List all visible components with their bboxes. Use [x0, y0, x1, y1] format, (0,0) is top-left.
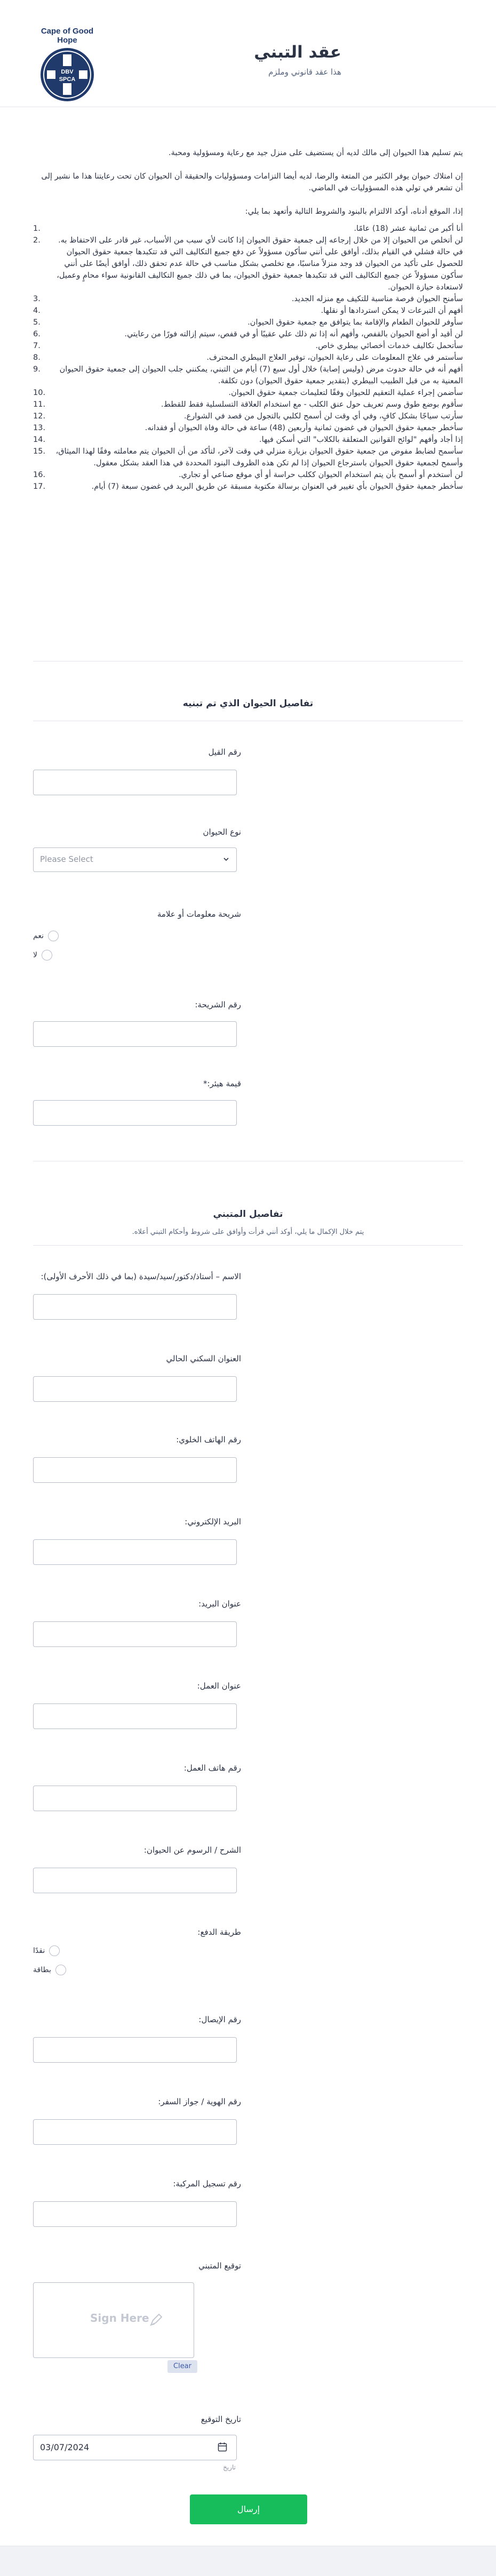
term-item: 5. سأوفر للحيوان الطعام والإقامة بما يتوافق مع جمعية حقوق الحيوان. — [33, 318, 463, 327]
signature-clear-button[interactable]: Clear — [167, 2360, 197, 2373]
payment-method-field — [33, 1927, 241, 1974]
chip-question-label: شريحة معلومات أو علامة — [157, 909, 241, 919]
postal-label: عنوان البريد: — [198, 1599, 241, 1609]
term-item: 4. أفهم أن التبرعات لا يمكن استردادها أو نقلها. — [33, 306, 463, 315]
id-passport-input[interactable] — [33, 2119, 237, 2145]
kennel-number-input[interactable] — [33, 770, 237, 795]
kennel-number-label: رقم القيل — [208, 747, 241, 757]
work-phone-label: رقم هاتف العمل: — [183, 1763, 241, 1773]
term-item: 11. سأقوم بوضع طوق وسم تعريف حول عنق الكلب - مع استخدام العلاقة التسلسلية فقط للقطط. — [33, 400, 463, 409]
vehicle-reg-field — [33, 2179, 241, 2189]
radio-circle[interactable] — [42, 950, 52, 960]
payment-method-label: طريقة الدفع: — [197, 1927, 241, 1937]
signature-pad[interactable] — [33, 2282, 194, 2358]
animal-section-title: تفاصيل الحيوان الذي تم تبنيه — [182, 698, 314, 709]
date-sublabel: تاريخ — [223, 2464, 236, 2471]
adopter-section-subtitle: يتم خلال الإكمال ما يلي، أوكد أنني قرأت وأوافق على شروط وأحكام التبني أعلاه. — [132, 1228, 364, 1236]
work-address-input[interactable] — [33, 1703, 237, 1729]
chip-number-input[interactable] — [33, 1021, 237, 1047]
chip-no-option[interactable] — [33, 950, 52, 960]
id-passport-label: رقم الهوية / جواز السفر: — [158, 2097, 241, 2106]
payment-cash-option[interactable] — [33, 1945, 60, 1956]
mobile-label: رقم الهاتف الخلوي: — [176, 1435, 241, 1444]
animal-type-select[interactable] — [33, 847, 237, 872]
submit-button[interactable]: إرسال — [190, 2494, 307, 2524]
radio-circle[interactable] — [48, 931, 59, 941]
signature-label: توقيع المتبني — [198, 2261, 241, 2271]
term-item: 12. سأرتب سياجًا بشكل كافٍ، وفي أي وقت لن أسمح لكلبي بالتجول من قصد في الشوارع. — [33, 412, 463, 421]
term-item: 10. سأضمن إجراء عملية التعقيم للحيوان وفقًا لتعليمات جمعية حقوق الحيوان. — [33, 389, 463, 397]
term-item: 8. سأستمر في علاج المعلومات على رعاية الحيوان، توفير العلاج البيطري المحترف. — [33, 353, 463, 362]
term-item: 7. سأتحمل تكاليف خدمات أخصائي بيطري خاص. — [33, 342, 463, 350]
adopter-section-title: تفاصيل المتبني — [213, 1209, 283, 1220]
full-name-input[interactable] — [33, 1294, 237, 1320]
sign-date-field — [33, 2415, 241, 2471]
receipt-label: رقم الإيصال: — [198, 2015, 241, 2024]
address-label: العنوان السكني الحالي — [166, 1354, 241, 1363]
term-item: 9. أفهم أنه في حالة حدوث مرض (وليس إصابة) خلال أول سبع (7) أيام من التبني، يمكنني جلب الحيوان إلى جمعية حقوق الحيوان المعنية به من قبل الطبيب البيطري (بتقدير جمعية حقوق الحيوان) دون تكلفة. — [33, 365, 463, 385]
radio-circle[interactable] — [49, 1945, 60, 1956]
form-title: عقد التبني — [254, 43, 341, 62]
id-passport-field — [33, 2097, 241, 2106]
contract-terms — [33, 147, 463, 492]
work-phone-input[interactable] — [33, 1786, 237, 1811]
work-address-label: عنوان العمل: — [197, 1681, 241, 1691]
vehicle-reg-input[interactable] — [33, 2201, 237, 2227]
term-item: 16. لن أستخدم أو أسمح بأن يتم استخدام الحيوان ككلب حراسة أو أي موقع صناعي أو تجاري. — [33, 471, 463, 479]
title-block — [254, 43, 341, 77]
email-input[interactable] — [33, 1539, 237, 1565]
terms-list — [33, 223, 463, 492]
term-item: 15. سأسمح لضابط مفوض من جمعية حقوق الحيوان بزيارة منزلي في وقت لآخر، لتأكد من أن الحيوان يتم معاملته وفقًا لهذا الميثاق، وأسمح لجمعية حقوق الحيوان باسترجاع الحيوان إذا لم تكن هذه الظروف البنود المحددة في هذا العقد بشكل معقول. — [33, 447, 463, 467]
pen-icon — [148, 2312, 164, 2328]
work-phone-field — [33, 1763, 241, 1773]
payment-card-option[interactable] — [33, 1965, 66, 1975]
logo-text: Cape of Good Hope — [41, 27, 94, 45]
logo-badge-bottom: SPCA — [59, 76, 76, 83]
form-header — [0, 0, 496, 107]
receipt-field — [33, 2015, 241, 2024]
term-item: 2. لن أتخلص من الحيوان إلا من خلال إرجاعه إلى جمعية حقوق الحيوان إذا كانت لأي سبب من الأسباب، غير قادر على الاحتفاظ به. في حالة فشلي في القيام بذلك، أوافق على أنني سأكون مسؤولاً عن دفع جميع التكاليف التي قد تتكبدها جمعية حقوق الحيوان للحصول على تأكيد من الحيوان قد وجد منزلاً مناسبًا، مع تخلصي بشكل مناسب في حالة عدم تحقق ذلك، أوافق أيضًا على أنني سأكون مسؤولاً عن جميع التكاليف التي قد تتكبدها جمعية حقوق الحيوان، بما في ذلك جميع التكاليف القانونية سواء محامٍ وعميل، لاستعادة حيازة الحيوان. — [33, 236, 463, 292]
intro-paragraph-3: إذا، الموقع أدناه، أوكد الالتزام بالبنود والشروط التالية وأتعهد بما يلي: — [245, 207, 463, 216]
payment-card-label: بطاقة — [33, 1966, 51, 1974]
calendar-icon[interactable] — [218, 2442, 227, 2452]
kennel-number-field — [33, 747, 241, 757]
chip-number-field — [33, 1000, 241, 1010]
intro-paragraph-1: يتم تسليم هذا الحيوان إلى مالك لديه أن يستضيف على منزل جيد مع رعاية ومسؤولية ومحبة. — [169, 149, 463, 157]
animal-type-field — [33, 827, 241, 864]
chip-question-field — [33, 909, 241, 959]
fee-label: قيمة هيئر:* — [203, 1079, 241, 1088]
chip-number-label: رقم الشريحة: — [195, 1000, 241, 1010]
full-name-label: الاسم – أستاذ/دكتور/سيد/سيدة (بما في ذلك الأحرف الأولى): — [41, 1272, 241, 1281]
work-address-field — [33, 1681, 241, 1691]
spca-logo — [35, 27, 99, 96]
mobile-field — [33, 1435, 241, 1444]
postal-field — [33, 1599, 241, 1609]
chevron-down-icon — [222, 855, 230, 863]
term-item: 17. سأخطر جمعية حقوق الحيوان بأي تغيير في العنوان برسالة مكتوبة مسبقة عن طريق البريد في غضون سبعة (7) أيام. — [33, 482, 463, 491]
term-item: 1. أنا أكبر من ثمانية عشر (18) عامًا. — [33, 224, 463, 233]
animal-type-placeholder: Please Select — [40, 854, 93, 864]
term-item: 13. سأخطر جمعية حقوق الحيوان في غضون ثمانية وأربعين (48) ساعة في حالة وفاة الحيوان أو فقدانه. — [33, 424, 463, 432]
logo-badge-top: DBV — [61, 69, 74, 75]
sign-date-input[interactable] — [33, 2435, 237, 2460]
sign-date-value: 03/07/2024 — [40, 2442, 90, 2452]
sign-here-text: Sign Here — [90, 2312, 149, 2324]
fee-field — [33, 1079, 241, 1088]
payment-cash-label: نقدًا — [33, 1947, 45, 1955]
section-divider — [33, 1245, 463, 1246]
term-item: 6. لن أقيد أو أضع الحيوان بالقفص، وأفهم أنه إذا تم ذلك علي عقيبًا أو في قفص، سيتم إزالته فورًا من رعايتي. — [33, 330, 463, 338]
vehicle-reg-label: رقم تسجيل المركبة: — [173, 2179, 241, 2189]
signature-field — [33, 2261, 241, 2370]
intro-paragraph-2: إن امتلاك حيوان يوفر الكثير من المتعة والرضا، لديه أيضا التزامات ومسؤوليات والحقيقة أن الحيوان كان تحت رعايتنا هذا ما نشير إلى أن تشعر في تولي هذه المسؤوليات في الماضي. — [41, 172, 463, 192]
receipt-input[interactable] — [33, 2037, 237, 2063]
term-item: 3. سأمنح الحيوان فرصة مناسبة للتكيف مع منزله الجديد. — [33, 295, 463, 303]
mobile-input[interactable] — [33, 1457, 237, 1483]
spca-badge-icon — [39, 47, 95, 102]
fee-input[interactable] — [33, 1100, 237, 1126]
fee-details-input[interactable] — [33, 1868, 237, 1893]
animal-type-label: نوع الحيوان — [203, 827, 241, 837]
chip-yes-label: نعم — [33, 932, 44, 940]
fee-details-field — [33, 1845, 241, 1855]
radio-circle[interactable] — [55, 1965, 66, 1975]
address-field — [33, 1354, 241, 1363]
address-input[interactable] — [33, 1376, 237, 1402]
email-label: البريد الإلكتروني: — [185, 1517, 241, 1527]
fee-details-label: الشرح / الرسوم عن الحيوان: — [143, 1845, 241, 1855]
form-subtitle: هذا عقد قانوني وملزم — [268, 67, 341, 77]
chip-yes-option[interactable] — [33, 931, 59, 941]
postal-input[interactable] — [33, 1621, 237, 1647]
full-name-field — [33, 1272, 241, 1281]
term-item: 14. إذا أجاد وأفهم "لوائح القوانين المتعلقة بالكلاب" التي أسكن فيها. — [33, 435, 463, 444]
sign-date-label: تاريخ التوقيع — [201, 2415, 241, 2424]
chip-no-label: لا — [33, 951, 37, 959]
email-field — [33, 1517, 241, 1527]
